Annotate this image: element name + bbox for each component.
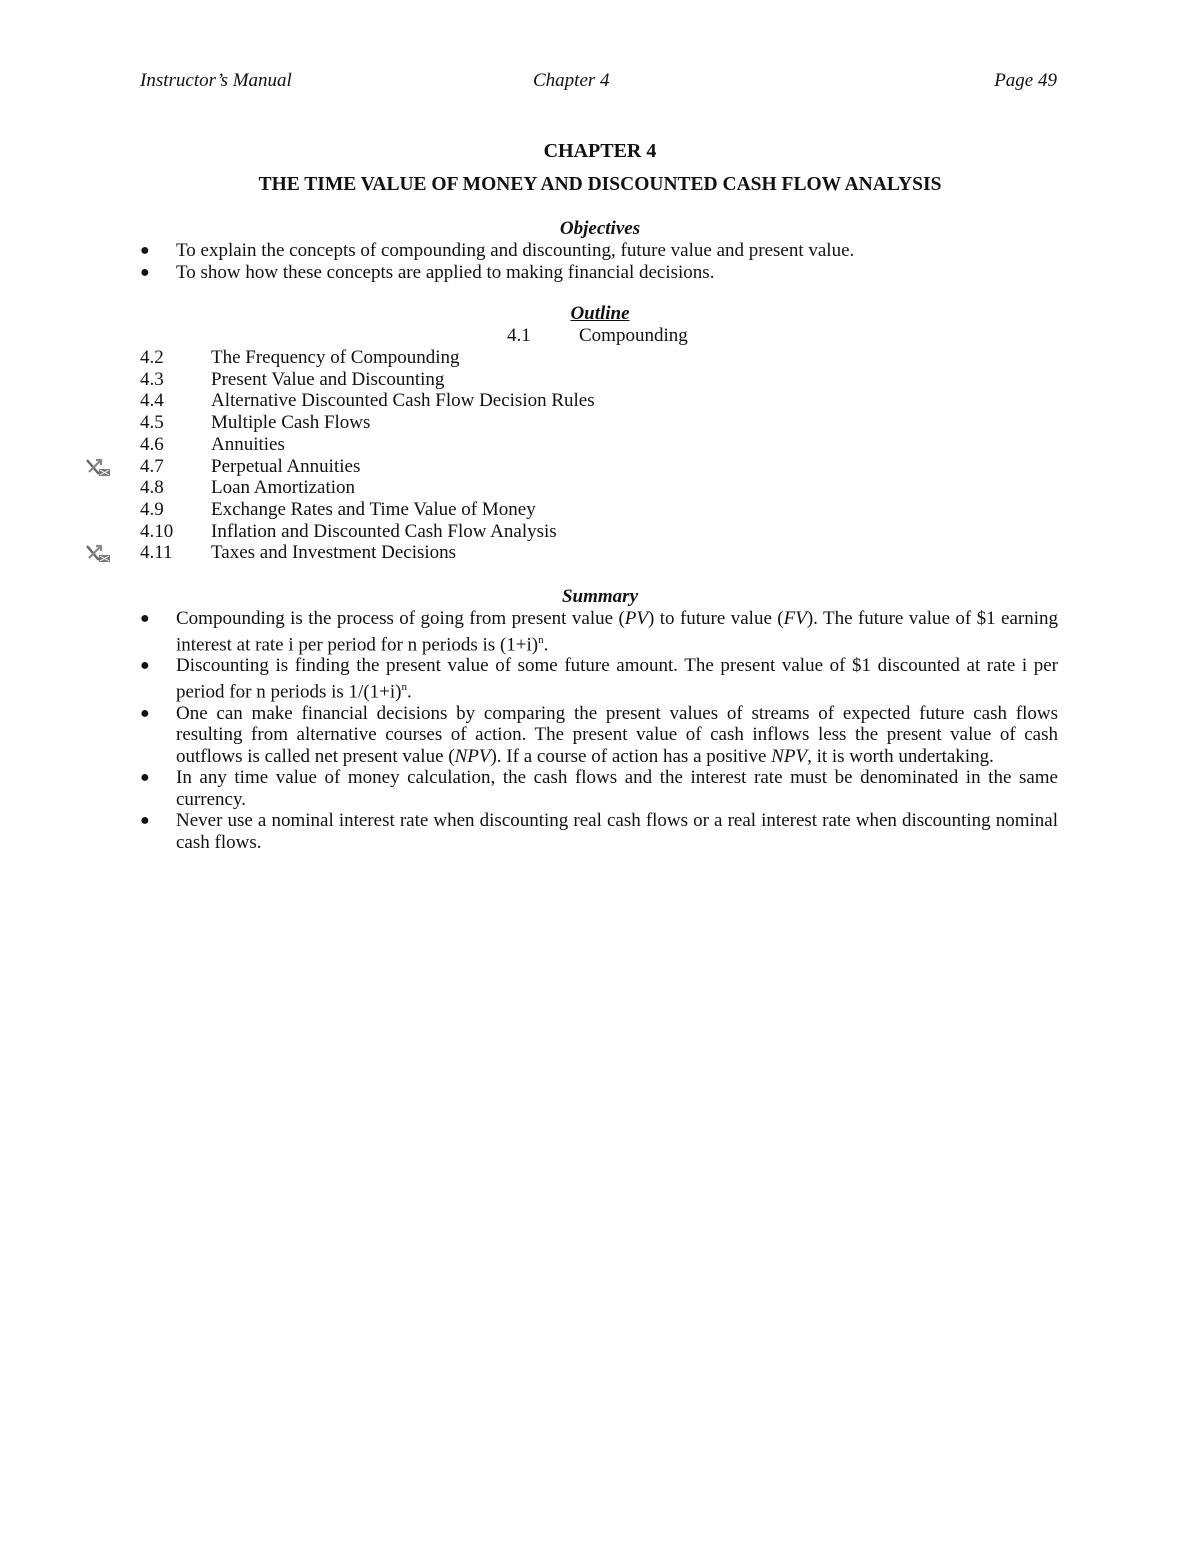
spreadsheet-icon[interactable] — [85, 457, 111, 477]
summary-text: Never use a nominal interest rate when discounting real cash flows or a real interest rate when discounting nominal cash flows. — [176, 810, 1058, 853]
outline-item-title: Annuities — [211, 433, 285, 455]
chapter-title: THE TIME VALUE OF MONEY AND DISCOUNTED CASH FLOW ANALYSIS — [258, 174, 942, 195]
outline-item-number: 4.6 — [140, 433, 164, 455]
outline-item-title: Inflation and Discounted Cash Flow Analysis — [211, 520, 557, 542]
summary-list — [140, 608, 1058, 853]
outline-item-title: Perpetual Annuities — [211, 455, 361, 477]
summary-item — [140, 767, 1058, 810]
outline-item — [140, 542, 840, 564]
outline-item — [140, 499, 840, 521]
summary-term: NPV — [454, 745, 491, 767]
bullet-icon: ● — [140, 657, 150, 675]
outline-item-title: Multiple Cash Flows — [211, 412, 371, 434]
outline-item-title: Alternative Discounted Cash Flow Decision Rules — [211, 390, 595, 412]
outline-item-title: Compounding — [579, 325, 688, 346]
header-chapter: Chapter 4 — [533, 70, 610, 91]
outline-item-number: 4.11 — [140, 542, 173, 564]
outline-item-title: The Frequency of Compounding — [211, 347, 460, 368]
outline-item — [140, 434, 840, 456]
objectives-list — [140, 240, 1058, 283]
summary-item — [140, 655, 1058, 702]
summary-text: Discounting is finding the present value of some future amount. The present value of $1 discounted at rate i per period for n periods is 1/(1+i) — [176, 655, 1058, 703]
summary-item — [140, 608, 1058, 655]
header-page-number: Page 49 — [994, 70, 1057, 91]
outline-heading: Outline — [570, 303, 630, 324]
exponent: n — [538, 633, 544, 646]
outline-item — [140, 390, 840, 412]
bullet-icon: ● — [140, 769, 150, 787]
summary-text: ). If a course of action has a positive — [490, 745, 772, 767]
summary-text: ) to future value ( — [648, 608, 784, 629]
objectives-heading: Objectives — [559, 218, 641, 239]
outline-item-number: 4.2 — [140, 347, 164, 368]
chapter-number: CHAPTER 4 — [543, 140, 657, 162]
bullet-icon: ● — [140, 610, 150, 627]
summary-text: One can make financial decisions by comparing the present values of streams of expected future cash flows resulting from alternative courses of action. The present value of cash inflows less the present value of cash outflows is called net present value ( — [176, 702, 1058, 767]
summary-text: , it is worth undertaking. — [807, 745, 994, 767]
outline-item-title: Present Value and Discounting — [211, 368, 445, 390]
summary-item — [140, 810, 1058, 853]
outline-item-number: 4.1 — [507, 325, 531, 346]
page-header — [140, 70, 1057, 96]
outline-item — [140, 347, 840, 369]
spreadsheet-icon[interactable] — [85, 543, 111, 563]
outline-item-number: 4.9 — [140, 498, 164, 520]
outline-item-number: 4.8 — [140, 477, 164, 499]
outline-item-title: Taxes and Investment Decisions — [211, 542, 457, 564]
outline-item — [507, 325, 688, 347]
summary-term: FV — [783, 608, 807, 629]
exponent: n — [401, 680, 407, 693]
bullet-icon: ● — [140, 263, 150, 281]
summary-text: . — [543, 633, 549, 655]
outline-item-number: 4.5 — [140, 412, 164, 434]
summary-heading: Summary — [561, 586, 639, 607]
outline-item-number: 4.10 — [140, 520, 174, 542]
outline-list — [140, 347, 840, 564]
bullet-icon: ● — [140, 242, 150, 259]
outline-item — [140, 521, 840, 543]
objective-item — [140, 262, 1058, 284]
summary-text: Compounding is the process of going from present value ( — [176, 608, 625, 629]
bullet-icon: ● — [140, 812, 150, 830]
objective-text: To show how these concepts are applied to making financial decisions. — [176, 261, 715, 283]
outline-item-number: 4.4 — [140, 390, 164, 412]
outline-item — [140, 412, 840, 434]
outline-item — [140, 456, 840, 478]
outline-item-number: 4.7 — [140, 455, 164, 477]
outline-item-title: Loan Amortization — [211, 477, 356, 499]
summary-item — [140, 703, 1058, 768]
summary-text: ). The future value of $1 earning interest at rate i per period for n periods is (1+i) — [176, 608, 1058, 655]
summary-text: In any time value of money calculation, the cash flows and the interest rate must be denominated in the same currency. — [176, 767, 1058, 810]
outline-item — [140, 369, 840, 391]
header-manual-title: Instructor’s Manual — [140, 70, 292, 91]
summary-text: . — [406, 681, 412, 703]
objective-text: To explain the concepts of compounding and discounting, future value and present value. — [176, 240, 855, 261]
summary-term: PV — [624, 608, 648, 629]
objective-item — [140, 240, 1058, 262]
outline-item — [140, 477, 840, 499]
summary-term: NPV — [771, 745, 808, 767]
outline-item-number: 4.3 — [140, 368, 164, 390]
outline-item-title: Exchange Rates and Time Value of Money — [211, 498, 536, 520]
bullet-icon: ● — [140, 704, 150, 722]
